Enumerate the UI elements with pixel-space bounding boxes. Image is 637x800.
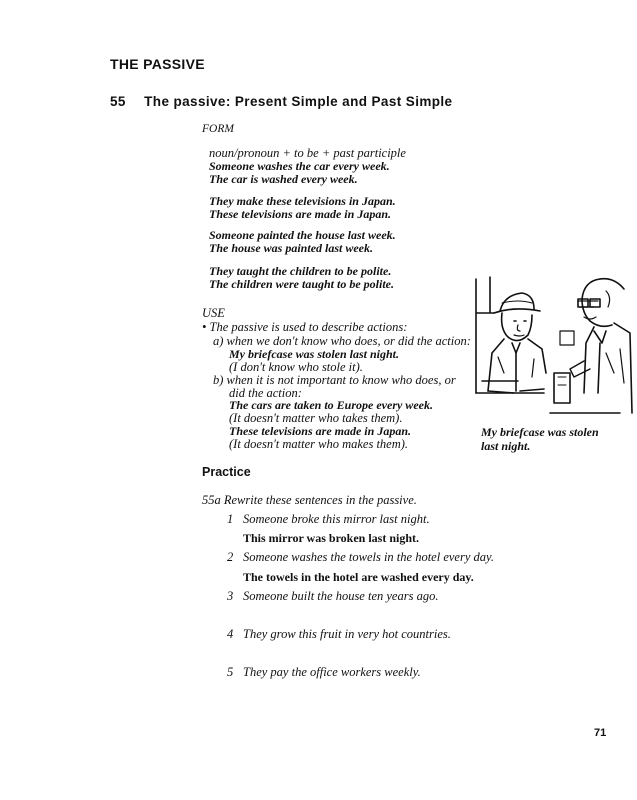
form-example-passive: The car is washed every week.	[209, 172, 358, 186]
use-b-text: b) when it is not important to know who does, or	[213, 373, 456, 387]
practice-item-number: 5	[227, 665, 234, 679]
practice-heading: Practice	[202, 465, 251, 479]
practice-item-text: They pay the office workers weekly.	[243, 665, 421, 679]
use-a-example: My briefcase was stolen last night.	[229, 347, 400, 361]
form-example-passive: The house was painted last week.	[209, 241, 374, 255]
form-example-active: Someone washes the car every week.	[209, 159, 390, 173]
practice-item-text: Someone built the house ten years ago.	[243, 589, 439, 603]
form-example-active: Someone painted the house last week.	[209, 228, 396, 242]
practice-item-text: Someone washes the towels in the hotel every day.	[243, 550, 494, 564]
page-number: 71	[594, 727, 607, 739]
practice-item-number: 1	[227, 512, 234, 526]
practice-instruction: 55a Rewrite these sentences in the passive.	[202, 493, 417, 507]
illustration-caption	[481, 425, 621, 453]
form-example-passive: These televisions are made in Japan.	[209, 207, 391, 221]
practice-item-number: 2	[227, 550, 234, 564]
section-title: THE PASSIVE	[110, 56, 205, 72]
use-a-text: a) when we don't know who does, or did the action:	[213, 334, 471, 348]
practice-item-number: 4	[227, 627, 234, 641]
practice-item-answer: The towels in the hotel are washed every day.	[243, 570, 474, 584]
use-b-note: (It doesn't matter who takes them).	[229, 411, 403, 425]
caption-line: My briefcase was stolen	[481, 425, 599, 439]
unit-number: 55	[110, 94, 126, 109]
use-b-text-cont: did the action:	[229, 386, 302, 400]
form-example-active: They make these televisions in Japan.	[209, 194, 396, 208]
caption-line: last night.	[481, 439, 531, 453]
practice-item-number: 3	[227, 589, 234, 603]
unit-heading	[110, 94, 452, 109]
use-b-note: (It doesn't matter who makes them).	[229, 437, 409, 451]
use-label: USE	[202, 306, 225, 320]
practice-item-text: They grow this fruit in very hot countries.	[243, 627, 451, 641]
use-bullet: • The passive is used to describe actions:	[202, 320, 408, 334]
use-a-note: (I don't know who stole it).	[229, 360, 363, 374]
form-formula: noun/pronoun + to be + past participle	[209, 146, 406, 160]
unit-title: The passive: Present Simple and Past Simple	[144, 94, 453, 109]
two-men-cartoon-illustration	[474, 273, 634, 423]
form-label: FORM	[202, 123, 234, 135]
practice-item-text: Someone broke this mirror last night.	[243, 512, 430, 526]
practice-item-answer: This mirror was broken last night.	[243, 531, 420, 545]
form-example-passive: The children were taught to be polite.	[209, 277, 394, 291]
use-b-example: These televisions are made in Japan.	[229, 424, 411, 438]
form-example-active: They taught the children to be polite.	[209, 264, 392, 278]
use-b-example: The cars are taken to Europe every week.	[229, 398, 433, 412]
